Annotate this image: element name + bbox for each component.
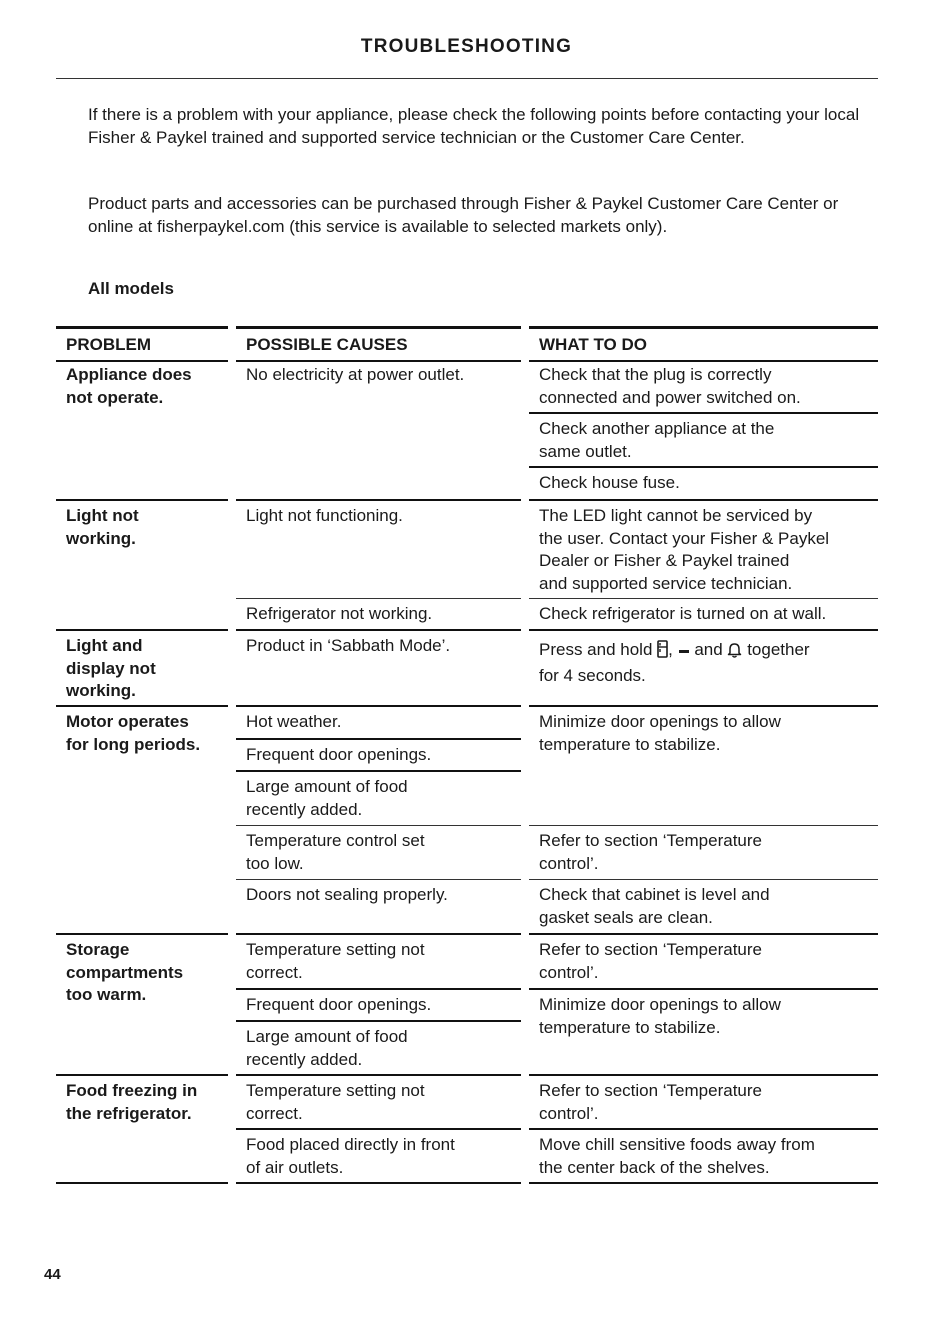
cause-cell — [236, 990, 521, 1022]
action-cell — [529, 1076, 878, 1130]
action-text: Refer to section ‘Temperature control’. — [539, 831, 762, 873]
cause-cell — [236, 1130, 521, 1184]
action-cell — [529, 501, 878, 599]
cause-cell — [236, 740, 521, 772]
cause-text: Frequent door openings. — [246, 745, 432, 764]
bell-icon — [727, 641, 742, 665]
cause-cell — [236, 772, 521, 826]
action-cell — [529, 599, 878, 631]
header-what-to-do-label: WHAT TO DO — [539, 335, 647, 354]
action-cell — [529, 707, 878, 826]
cause-text: Frequent door openings. — [246, 995, 432, 1014]
page-number: 44 — [44, 1266, 61, 1283]
problem-text: Food freezing in the refrigerator. — [66, 1081, 198, 1123]
action-text: Check that cabinet is level and gasket seals are clean. — [539, 885, 770, 927]
action-text: Check refrigerator is turned on at wall. — [539, 604, 827, 623]
action-text: Refer to section ‘Temperature control’. — [539, 940, 762, 982]
cause-text: Light not functioning. — [246, 506, 403, 525]
cause-text: Large amount of food recently added. — [246, 1027, 408, 1069]
action-cell — [529, 468, 878, 501]
cause-text: Hot weather. — [246, 712, 342, 731]
header-causes — [236, 326, 521, 362]
problem-text: Appliance does not operate. — [66, 365, 192, 407]
sabbath-text-4: together — [747, 640, 810, 659]
minus-icon — [678, 642, 690, 665]
header-problem — [56, 326, 228, 362]
problem-cell — [56, 631, 228, 707]
problem-text: Motor operates for long periods. — [66, 712, 201, 754]
action-text: Refer to section ‘Temperature control’. — [539, 1081, 762, 1123]
action-cell-sabbath — [529, 631, 878, 707]
problem-text: Light and display not working. — [66, 636, 156, 700]
sabbath-text-2: , — [668, 640, 673, 659]
problem-cell — [56, 1076, 228, 1184]
cause-cell — [236, 880, 521, 935]
cause-text: Large amount of food recently added. — [246, 777, 408, 819]
cause-cell — [236, 826, 521, 880]
fridge-icon — [657, 640, 668, 665]
section-subheading: All models — [88, 279, 174, 298]
action-text: The LED light cannot be serviced by the user. Contact your Fisher & Paykel Dealer or Fisher & Paykel trained and supported service technician. — [539, 506, 830, 593]
cause-text: Food placed directly in front of air outlets. — [246, 1135, 455, 1177]
problem-text: Storage compartments too warm. — [66, 940, 184, 1004]
action-cell — [529, 360, 878, 414]
cause-cell — [236, 1022, 521, 1076]
action-cell — [529, 935, 878, 990]
sabbath-text-3: and — [694, 640, 723, 659]
cause-cell — [236, 935, 521, 990]
sabbath-text-5: for 4 seconds. — [539, 665, 646, 685]
cause-text: Temperature setting not correct. — [246, 1081, 425, 1123]
sabbath-text-1: Press and hold — [539, 640, 653, 659]
action-text: Minimize door openings to allow temperature to stabilize. — [539, 712, 781, 754]
cause-cell — [236, 501, 521, 599]
sabbath-instruction — [529, 631, 878, 687]
title-divider — [56, 78, 878, 79]
action-cell — [529, 880, 878, 935]
problem-text: Light not working. — [66, 506, 139, 548]
header-causes-label: POSSIBLE CAUSES — [246, 335, 408, 354]
action-cell — [529, 826, 878, 880]
cause-text: Refrigerator not working. — [246, 604, 433, 623]
action-text: Check that the plug is correctly connected and power switched on. — [539, 365, 801, 407]
cause-cell — [236, 360, 521, 501]
cause-cell — [236, 707, 521, 740]
cause-text: Doors not sealing properly. — [246, 885, 448, 904]
action-cell — [529, 990, 878, 1076]
action-cell — [529, 414, 878, 468]
action-cell — [529, 1130, 878, 1184]
action-text: Check another appliance at the same outlet. — [539, 419, 775, 461]
header-problem-label: PROBLEM — [66, 335, 151, 354]
cause-text: Temperature control set too low. — [246, 831, 425, 873]
cause-text: Product in ‘Sabbath Mode’. — [246, 636, 451, 655]
problem-cell — [56, 707, 228, 935]
header-what-to-do — [529, 326, 878, 362]
action-text: Move chill sensitive foods away from the center back of the shelves. — [539, 1135, 815, 1177]
cause-cell — [236, 599, 521, 631]
action-text: Minimize door openings to allow temperature to stabilize. — [539, 995, 781, 1037]
action-text: Check house fuse. — [539, 473, 680, 492]
problem-cell — [56, 501, 228, 631]
page-title: TROUBLESHOOTING — [360, 36, 573, 57]
intro-paragraph-1: If there is a problem with your appliance, please check the following points before contacting your local Fisher & Paykel trained and supported service technician or the Customer Care Center. — [88, 105, 860, 147]
cause-text: Temperature setting not correct. — [246, 940, 425, 982]
cause-cell — [236, 1076, 521, 1130]
intro-paragraph-2: Product parts and accessories can be purchased through Fisher & Paykel Customer Care Center or online at fisherpaykel.com (this service is available to selected markets only). — [88, 194, 839, 236]
problem-cell — [56, 935, 228, 1076]
cause-cell — [236, 631, 521, 707]
problem-cell — [56, 360, 228, 501]
cause-text: No electricity at power outlet. — [246, 365, 465, 384]
